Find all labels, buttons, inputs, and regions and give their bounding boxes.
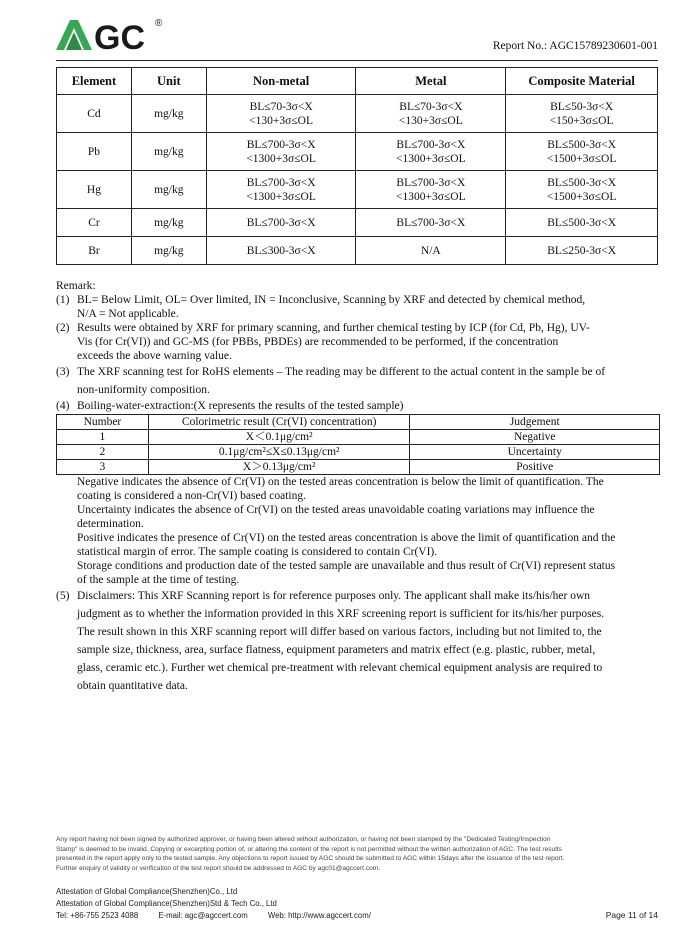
- cell-nonmetal: BL≤70-3σ<X <130+3σ≤OL: [206, 95, 356, 133]
- col-header-nonmetal: Non-metal: [206, 68, 356, 95]
- remark-item-3: (3) The XRF scanning test for RoHS elements – The reading may be different to the actual content in the sample be of non-uniformity composition.: [56, 366, 606, 396]
- col-header-element: Element: [57, 68, 132, 95]
- cell-nonmetal: BL≤700-3σ<X <1300+3σ≤OL: [206, 133, 356, 171]
- cell-element: Br: [57, 237, 132, 265]
- table-header-row: [57, 68, 658, 95]
- page-number: Page 11 of 14: [605, 910, 658, 920]
- svg-text:GC: GC: [94, 19, 145, 54]
- cell-composite: BL≤500-3σ<X: [506, 209, 658, 237]
- cell-metal: N/A: [356, 237, 506, 265]
- registered-mark: ®: [155, 18, 163, 29]
- col-header-composite: Composite Material: [506, 68, 658, 95]
- footer-disclaimer: Any report having not been signed by authorized approver, or having been altered without authorization, or having not been stamped by the "Dedicated Testing/Inspection Stamp" is deemed to be invalid. Copying or excerpting portion of, or altering the content of the report is not permitted without the written authorization of AGC. The test results presented in the report apply only to the tested sample. Any objections to report issued by AGC should be submitted to AGC within 15days after the issuance of the test report. Further enquiry of validity or verification of the test report should be addressed to AGC by agc01@agccert.com.: [56, 836, 565, 872]
- cell-composite: BL≤250-3σ<X: [506, 237, 658, 265]
- table-row: 2 0.1μg/cm²≤X≤0.13μg/cm² Uncertainty: [57, 445, 660, 460]
- cell-element: Hg: [57, 171, 132, 209]
- cell-element: Cr: [57, 209, 132, 237]
- table-row: 3 X＞0.13μg/cm² Positive: [57, 460, 660, 475]
- cell-element: Cd: [57, 95, 132, 133]
- cell-metal: BL≤700-3σ<X <1300+3σ≤OL: [356, 133, 506, 171]
- table-row: [57, 237, 658, 265]
- table-row: 1 X＜0.1μg/cm² Negative: [57, 430, 660, 445]
- cell-nonmetal: BL≤300-3σ<X: [206, 237, 356, 265]
- cell-composite: BL≤50-3σ<X <150+3σ≤OL: [506, 95, 658, 133]
- col-header-unit: Unit: [131, 68, 206, 95]
- cell-composite: BL≤500-3σ<X <1500+3σ≤OL: [506, 133, 658, 171]
- cell-unit: mg/kg: [131, 95, 206, 133]
- agc-logo: [56, 14, 166, 54]
- cell-metal: BL≤70-3σ<X <130+3σ≤OL: [356, 95, 506, 133]
- remark-item-5: (5) Disclaimers: This XRF Scanning report is for reference purposes only. The applicant shall make its/his/her own judgment as to whether the information provided in this XRF screening report is sufficient for its/his/her purposes. The result shown in this XRF scanning report will differ based on various factors, including but not limited to, the sample size, thickness, area, surface flatness, equipment parameters and matrix effect (e.g. plastic, rubber, metal, glass, ceramic etc.). Further wet chemical pre-treatment with relevant chemical equipment analysis are required to obtain quantitative data.: [56, 590, 605, 692]
- remark-title: Remark:: [56, 280, 96, 292]
- cell-metal: BL≤700-3σ<X: [356, 209, 506, 237]
- bwe-header-row: Number Colorimetric result (Cr(VI) concentration) Judgement: [57, 415, 660, 430]
- cell-metal: BL≤700-3σ<X <1300+3σ≤OL: [356, 171, 506, 209]
- boiling-water-extraction-table: [56, 414, 660, 475]
- remark-item-4: (4) Boiling-water-extraction:(X represents the results of the tested sample): [56, 400, 404, 412]
- header-rule: [56, 60, 658, 61]
- contact-line: [56, 910, 389, 922]
- phone-text: Tel: +86-755 2523 4088: [56, 911, 139, 920]
- cell-nonmetal: BL≤700-3σ<X: [206, 209, 356, 237]
- remark-section: [56, 279, 660, 695]
- remark-item-2: (2) Results were obtained by XRF for primary scanning, and further chemical testing by ICP (for Cd, Pb, Hg), UV- Vis (for Cr(VI)) and GC-MS (for PBBs, PBDEs) are recommended to be performed, if the concentration exceeds the above warning value.: [56, 322, 590, 362]
- cell-unit: mg/kg: [131, 209, 206, 237]
- email-text: E-mail: agc@agccert.com: [158, 911, 248, 920]
- cell-unit: mg/kg: [131, 133, 206, 171]
- cell-nonmetal: BL≤700-3σ<X <1300+3σ≤OL: [206, 171, 356, 209]
- remark-item-1: (1) BL= Below Limit, OL= Over limited, IN = Inconclusive, Scanning by XRF and detected by chemical method, N/A = Not applicable.: [56, 294, 586, 320]
- footer-company-info: [56, 886, 389, 922]
- table-row: [57, 209, 658, 237]
- company-name-1: Attestation of Global Compliance(Shenzhen)Co., Ltd: [56, 887, 238, 896]
- table-row: [57, 171, 658, 209]
- cell-unit: mg/kg: [131, 237, 206, 265]
- cell-composite: BL≤500-3σ<X <1500+3σ≤OL: [506, 171, 658, 209]
- table-row: [57, 133, 658, 171]
- report-number: Report No.: AGC15789230601-001: [492, 40, 658, 52]
- table-row: [57, 95, 658, 133]
- xrf-limits-table: [56, 67, 658, 265]
- judgement-explanations: Negative indicates the absence of Cr(VI) on the tested areas concentration is below the limit of quantification. The coating is considered a non-Cr(VI) based coating. Uncertainty indicates the absence of Cr(VI) on the tested areas unavoidable coating variations may influence the determination. Positive indicates the presence of Cr(VI) on the tested areas concentration is above the limit of quantification and the statistical margin of error. The sample coating is considered to contain Cr(VI). Storage conditions and production date of the tested sample are unavailable and thus result of Cr(VI) represent status of the sample at the time of testing.: [77, 476, 616, 586]
- company-name-2: Attestation of Global Compliance(Shenzhen)Std & Tech Co., Ltd: [56, 899, 277, 908]
- cell-unit: mg/kg: [131, 171, 206, 209]
- website-text: Web: http://www.agccert.com/: [267, 911, 371, 920]
- cell-element: Pb: [57, 133, 132, 171]
- col-header-metal: Metal: [356, 68, 506, 95]
